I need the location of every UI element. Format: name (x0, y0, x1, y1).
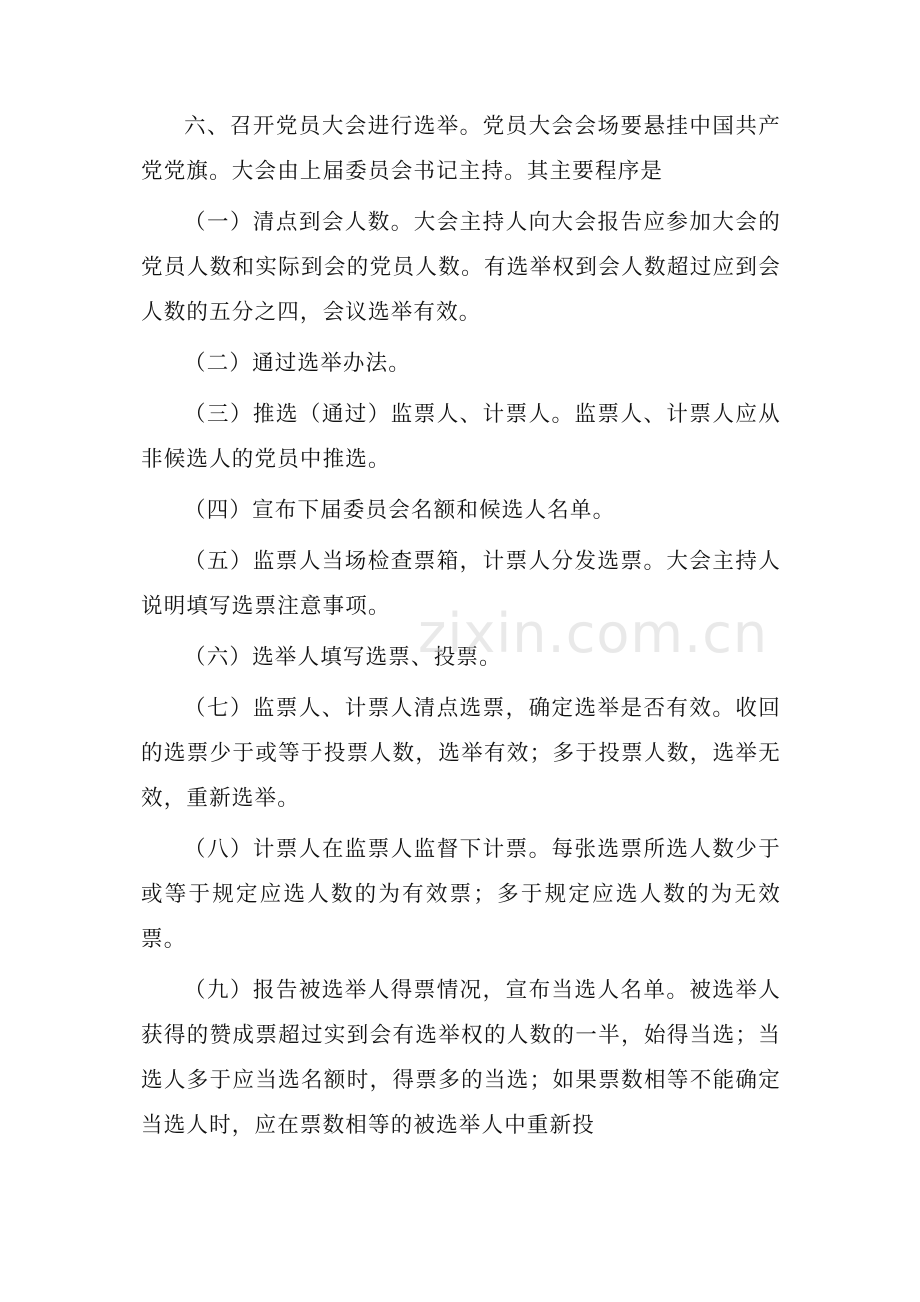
paragraph-item-4: （四）宣布下届委员会名额和候选人名单。 (184, 498, 616, 523)
paragraph-item-7: （七）监票人、计票人清点选票，确定选举是否有效。收回的选票少于或等于投票人数，选举有效；多于投票人数，选举无效，重新选举。 (141, 696, 781, 811)
paragraph-item-1: （一）清点到会人数。大会主持人向大会报告应参加大会的党员人数和实际到会的党员人数。有选举权到会人数超过应到会人数的五分之四，会议选举有效。 (141, 210, 781, 325)
watermark-text: zixin.com.cn (418, 602, 769, 665)
paragraph-section-six: 六、召开党员大会进行选举。党员大会会场要悬挂中国共产党党旗。大会由上届委员会书记主持。其主要程序是 (141, 114, 781, 184)
paragraph-item-9: （九）报告被选举人得票情况，宣布当选人名单。被选举人获得的赞成票超过实到会有选举权的人数的一半，始得当选；当选人多于应当选名额时，得票多的当选；如果票数相等不能确定当选人时，应在票数相等的被选举人中重新投 (141, 978, 781, 1138)
paragraph-item-8: （八）计票人在监票人监督下计票。每张选票所选人数少于或等于规定应选人数的为有效票；多于规定应选人数的为无效票。 (141, 837, 781, 952)
paragraph-item-6: （六）选举人填写选票、投票。 (184, 645, 502, 670)
paragraph-item-3: （三）推选（通过）监票人、计票人。监票人、计票人应从非候选人的党员中推选。 (141, 402, 781, 472)
paragraph-item-5: （五）监票人当场检查票箱，计票人分发选票。大会主持人说明填写选票注意事项。 (141, 549, 781, 619)
document-body (141, 104, 781, 1154)
paragraph-item-2: （二）通过选举办法。 (184, 351, 412, 376)
